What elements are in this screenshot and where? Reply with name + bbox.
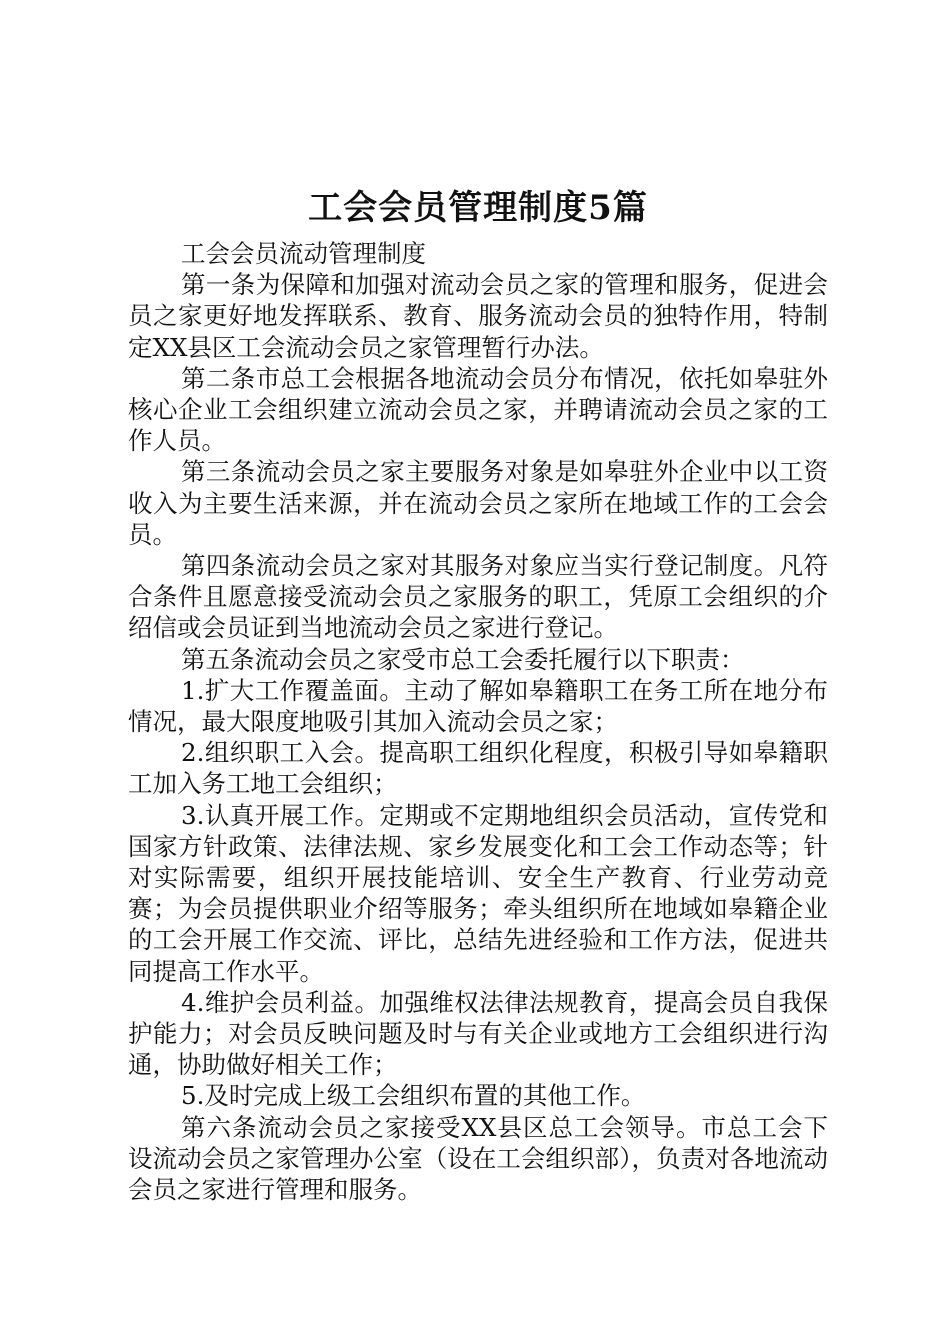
document-title: 工会会员管理制度5篇 (308, 188, 648, 228)
paragraph-duty-5: 5.及时完成上级工会组织布置的其他工作。 (181, 1081, 646, 1111)
paragraph-duty-1: 1.扩大工作覆盖面。主动了解如皋籍职工在务工所在地分布情况，最大限度地吸引其加入流动会员之家； (128, 675, 828, 737)
paragraph-article-4: 第四条流动会员之家对其服务对象应当实行登记制度。凡符合条件且愿意接受流动会员之家服务的职工，凭原工会组织的介绍信或会员证到当地流动会员之家进行登记。 (128, 551, 828, 643)
paragraph-duty-3: 3.认真开展工作。定期或不定期地组织会员活动，宣传党和国家方针政策、法律法规、家乡发展变化和工会工作动态等；针对实际需要，组织开展技能培训、安全生产教育、行业劳动竞赛；为会员提供职业介绍等服务；牵头组织所在地域如皋籍企业的工会开展工作交流、评比，总结先进经验和工作方法，促进共同提高工作水平。 (128, 800, 828, 986)
document-page (128, 180, 828, 1205)
paragraph-heading: 工会会员流动管理制度 (181, 239, 426, 268)
paragraph-duty-4: 4.维护会员利益。加强维权法律法规教育，提高会员自我保护能力；对会员反映问题及时与有关企业或地方工会组织进行沟通，协助做好相关工作； (128, 987, 828, 1080)
paragraph-duty-2: 2.组织职工入会。提高职工组织化程度，积极引导如皋籍职工加入务工地工会组织； (128, 738, 828, 799)
paragraph-article-5: 第五条流动会员之家受市总工会委托履行以下职责： (181, 644, 745, 674)
paragraph-article-6: 第六条流动会员之家接受XX县区总工会领导。市总工会下设流动会员之家管理办公室（设在工会组织部），负责对各地流动会员之家进行管理和服务。 (128, 1112, 828, 1205)
paragraph-article-1: 第一条为保障和加强对流动会员之家的管理和服务，促进会员之家更好地发挥联系、教育、服务流动会员的独特作用，特制定XX县区工会流动会员之家管理暂行办法。 (128, 270, 828, 362)
paragraph-article-2: 第二条市总工会根据各地流动会员分布情况，依托如皋驻外核心企业工会组织建立流动会员之家，并聘请流动会员之家的工作人员。 (128, 363, 828, 456)
paragraph-article-3: 第三条流动会员之家主要服务对象是如皋驻外企业中以工资收入为主要生活来源，并在流动会员之家所在地域工作的工会会员。 (128, 457, 828, 549)
